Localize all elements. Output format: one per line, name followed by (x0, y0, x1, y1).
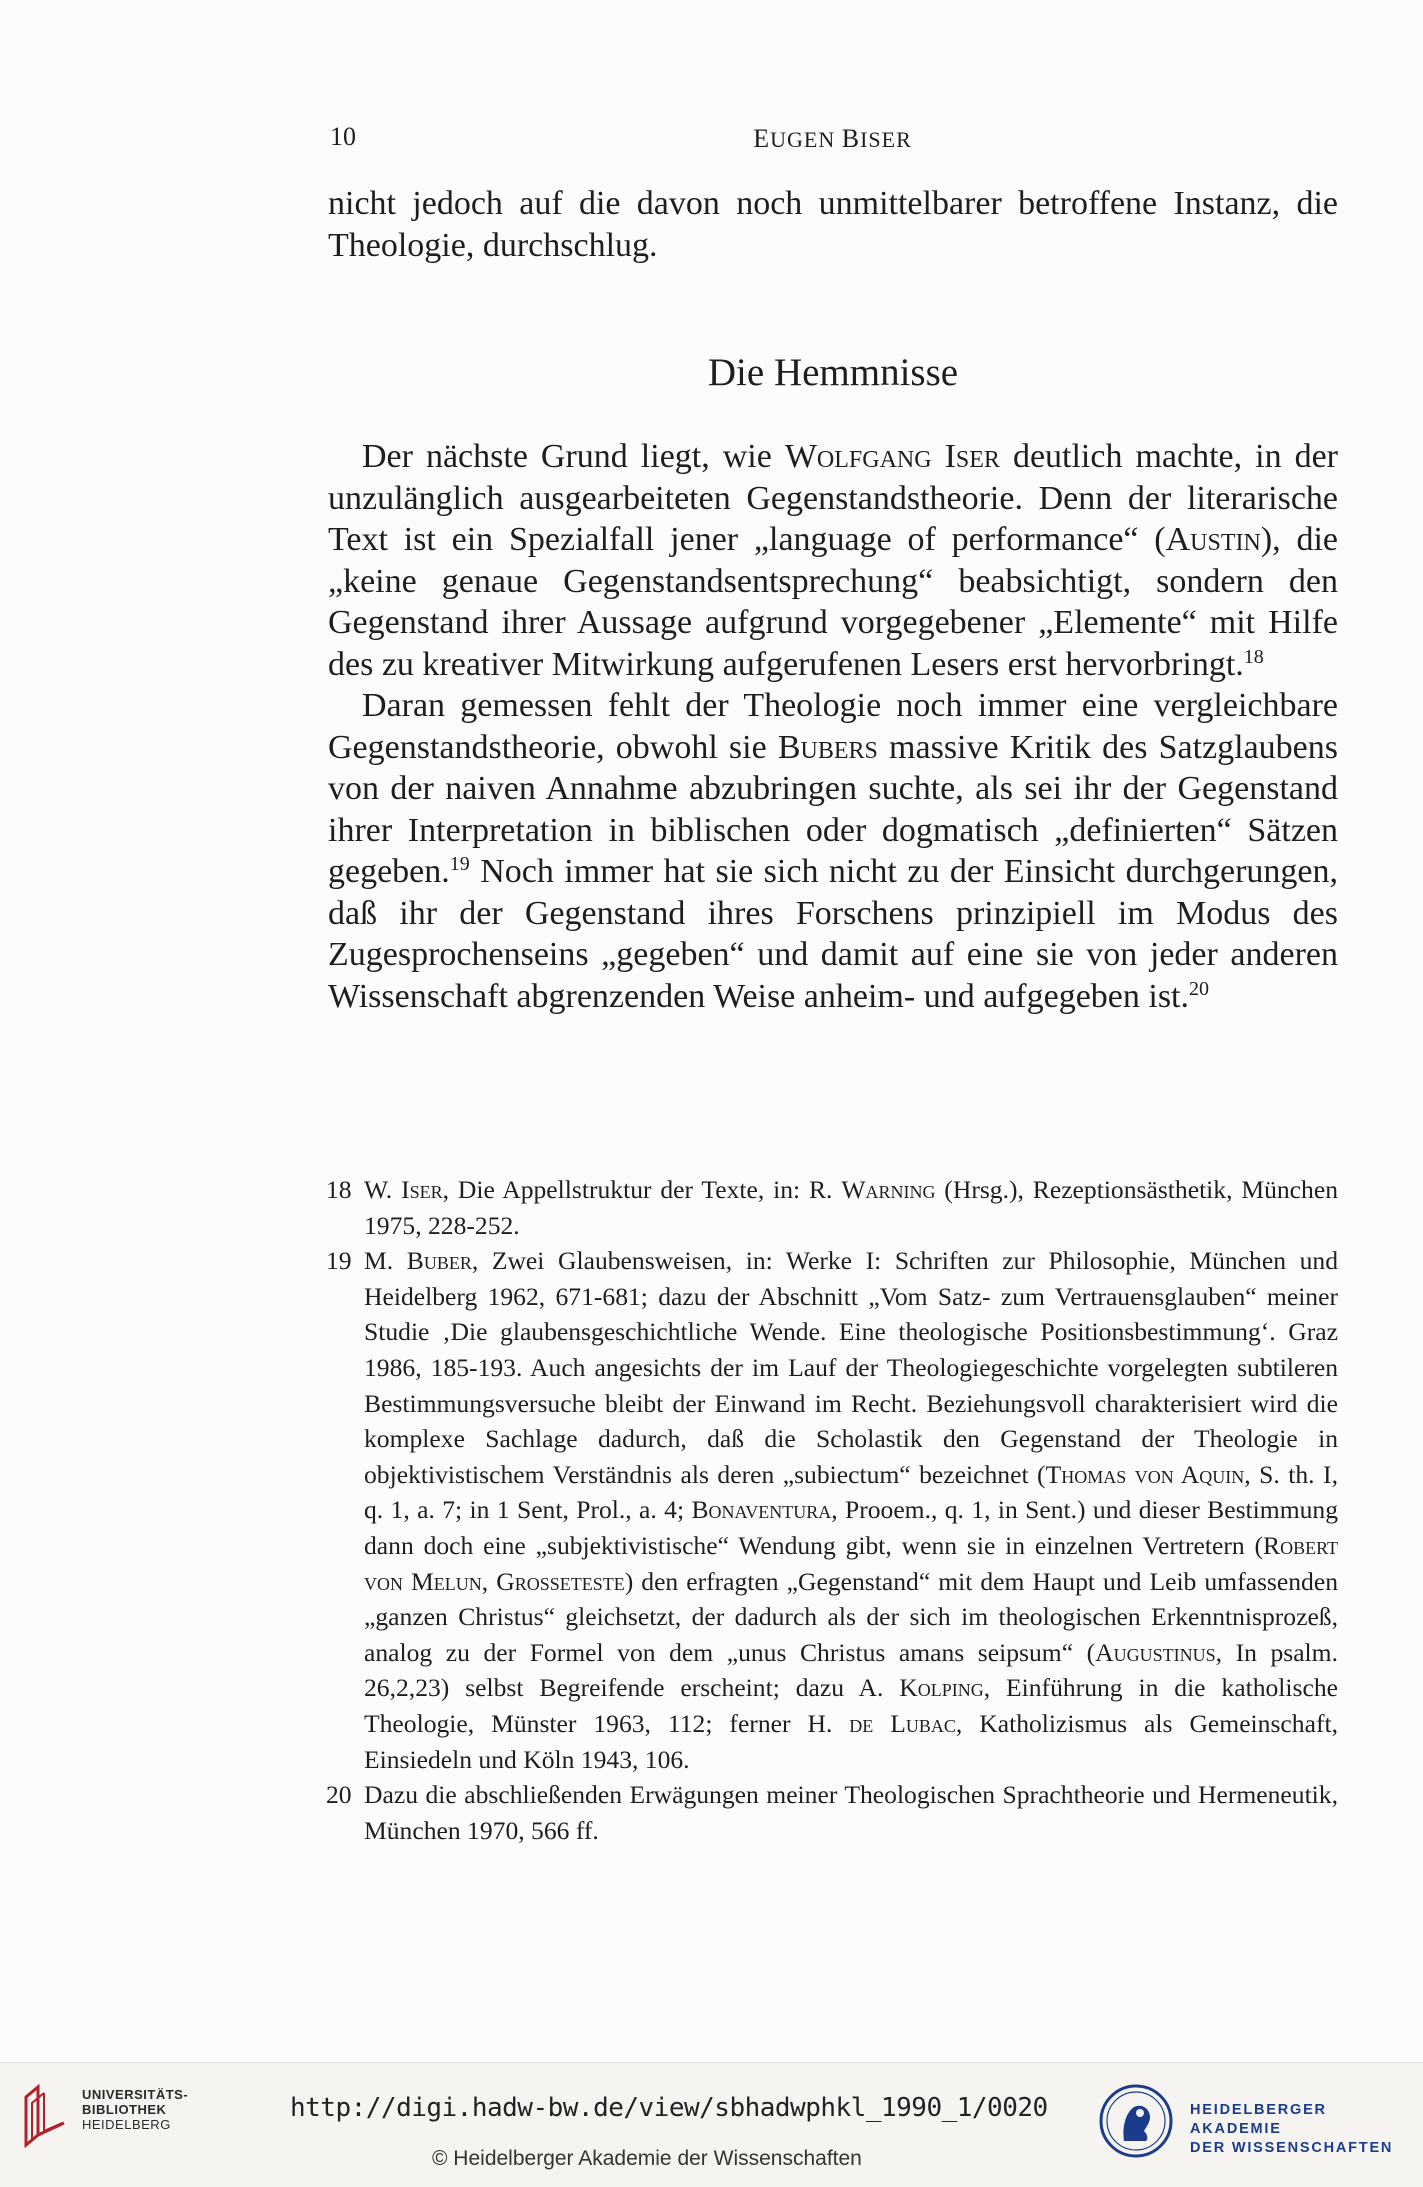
university-library-logo-icon (22, 2083, 68, 2149)
footnote-ref[interactable]: 19 (449, 853, 470, 875)
person-name: Austin (1165, 521, 1261, 558)
academy-seal-icon (1098, 2083, 1174, 2159)
running-head-author: EUGEN BISER (753, 124, 912, 153)
copyright-notice: © Heidelberger Akademie der Wissenschaften (432, 2147, 862, 2170)
running-head (330, 122, 1335, 158)
source-url-link[interactable]: http://digi.hadw-bw.de/view/sbhadwphkl_1990_1/0020 (290, 2093, 1048, 2123)
footnote-20: 20 Dazu die abschließenden Erwägungen meiner Theologischen Sprachtheorie und Hermeneutik, München 1970, 566 ff. (326, 1777, 1338, 1848)
footnote-18: 18 W. Iser, Die Appellstruktur der Texte, in: R. Warning (Hrsg.), Rezeptionsästhetik, München 1975, 228-252. (326, 1172, 1338, 1243)
footnote-number: 19 (326, 1246, 352, 1276)
footnote-ref[interactable]: 18 (1243, 645, 1264, 668)
footnote-number: 18 (326, 1175, 352, 1204)
footer-bar (0, 2062, 1423, 2187)
footnotes (326, 1172, 1338, 1848)
university-library-name: UNIVERSITÄTS- BIBLIOTHEK HEIDELBERG (82, 2087, 189, 2132)
paragraph-2: Daran gemessen fehlt der Theologie noch immer eine vergleichbare Gegenstandstheorie, obwohl sie Bubers massive Kritik des Satzglaubens von der naiven Annahme abzubringen suchte, als sei ihr der Gegenstand ihrer Interpretation in biblischen oder dogmatisch „definierten“ Sätzen gegeben.$^{19}$ Noch immer hat sie sich nicht zu der Einsicht durchgerungen, daß ihr der Gegenstand ihres Forschens prinzipiell im Modus des Zugesprochenseins „gegeben“ und damit auf eine sie von jeder anderen Wissenschaft abgrenzenden Weise anheim- und aufgegeben ist.$^{20}$ (328, 687, 1338, 1015)
person-name: Wolfgang Iser (784, 438, 1000, 475)
section-heading: Die Hemmnisse (707, 351, 959, 394)
continuation-paragraph: nicht jedoch auf die davon noch unmittelbarer betroffene Instanz, die Theologie, durchschlug. (328, 185, 1338, 264)
paragraph-1: Der nächste Grund liegt, wie Wolfgang Iser deutlich machte, in der unzulänglich ausgearbeiteten Gegenstandstheorie. Denn der literarische Text ist ein Spezialfall jener „language of performance“ (Austin), die „keine genaue Gegenstandsentsprechung“ beabsichtigt, sondern den Gegenstand ihrer Aussage aufgrund vorgegebener „Elemente“ mit Hilfe des zu kreativer Mitwirkung aufgerufenen Lesers erst hervorbringt.$^{18}$ (328, 438, 1338, 683)
footnote-number: 20 (326, 1780, 352, 1810)
page-number: 10 (330, 122, 356, 151)
section-body (328, 436, 1338, 1017)
footnote-19: 19 M. Buber, Zwei Glaubensweisen, in: Werke I: Schriften zur Philosophie, München und Heidelberg 1962, 671-681; dazu der Abschnitt „Vom Satz- zum Vertrauensglauben“ meiner Studie ‚Die glaubensgeschichtliche Wende. Eine theologische Positionsbestimmung‘. Graz 1986, 185-193. Auch angesichts der im Lauf der Theologiegeschichte vorgelegten subtileren Bestimmungsversuche bleibt der Einwand im Recht. Beziehungsvoll charakterisiert wird die komplexe Sachlage dadurch, daß die Scholastik den Gegenstand der Theologie in objektivistischem Verständnis als deren „subiectum“ bezeichnet (Thomas von Aquin, S. th. I, q. 1, a. 7; in 1 Sent, Prol., a. 4; Bonaventura, Prooem., q. 1, in Sent.) und dieser Bestimmung dann doch eine „subjektivistische“ Wendung gibt, wenn sie in einzelnen Vertretern (Robert von Melun, Grosseteste) den erfragten „Gegenstand“ mit dem Haupt und Leib umfassenden „ganzen Christus“ gleichsetzt, der dadurch als der sich im theologischen Erkenntnisprozeß, analog zu der Formel von dem „unus Christus amans seipsum“ (Augustinus, In psalm. 26,2,23) selbst Begreifende erscheint; dazu A. Kolping, Einführung in die katholische Theologie, Münster 1963, 112; ferner H. de Lubac, Katholizismus als Gemeinschaft, Einsiedeln und Köln 1943, 106. (326, 1243, 1338, 1777)
person-name: Bubers (777, 728, 878, 766)
footnote-ref[interactable]: 20 (1189, 977, 1210, 1000)
academy-name: HEIDELBERGER AKADEMIE DER WISSENSCHAFTEN (1190, 2102, 1394, 2156)
